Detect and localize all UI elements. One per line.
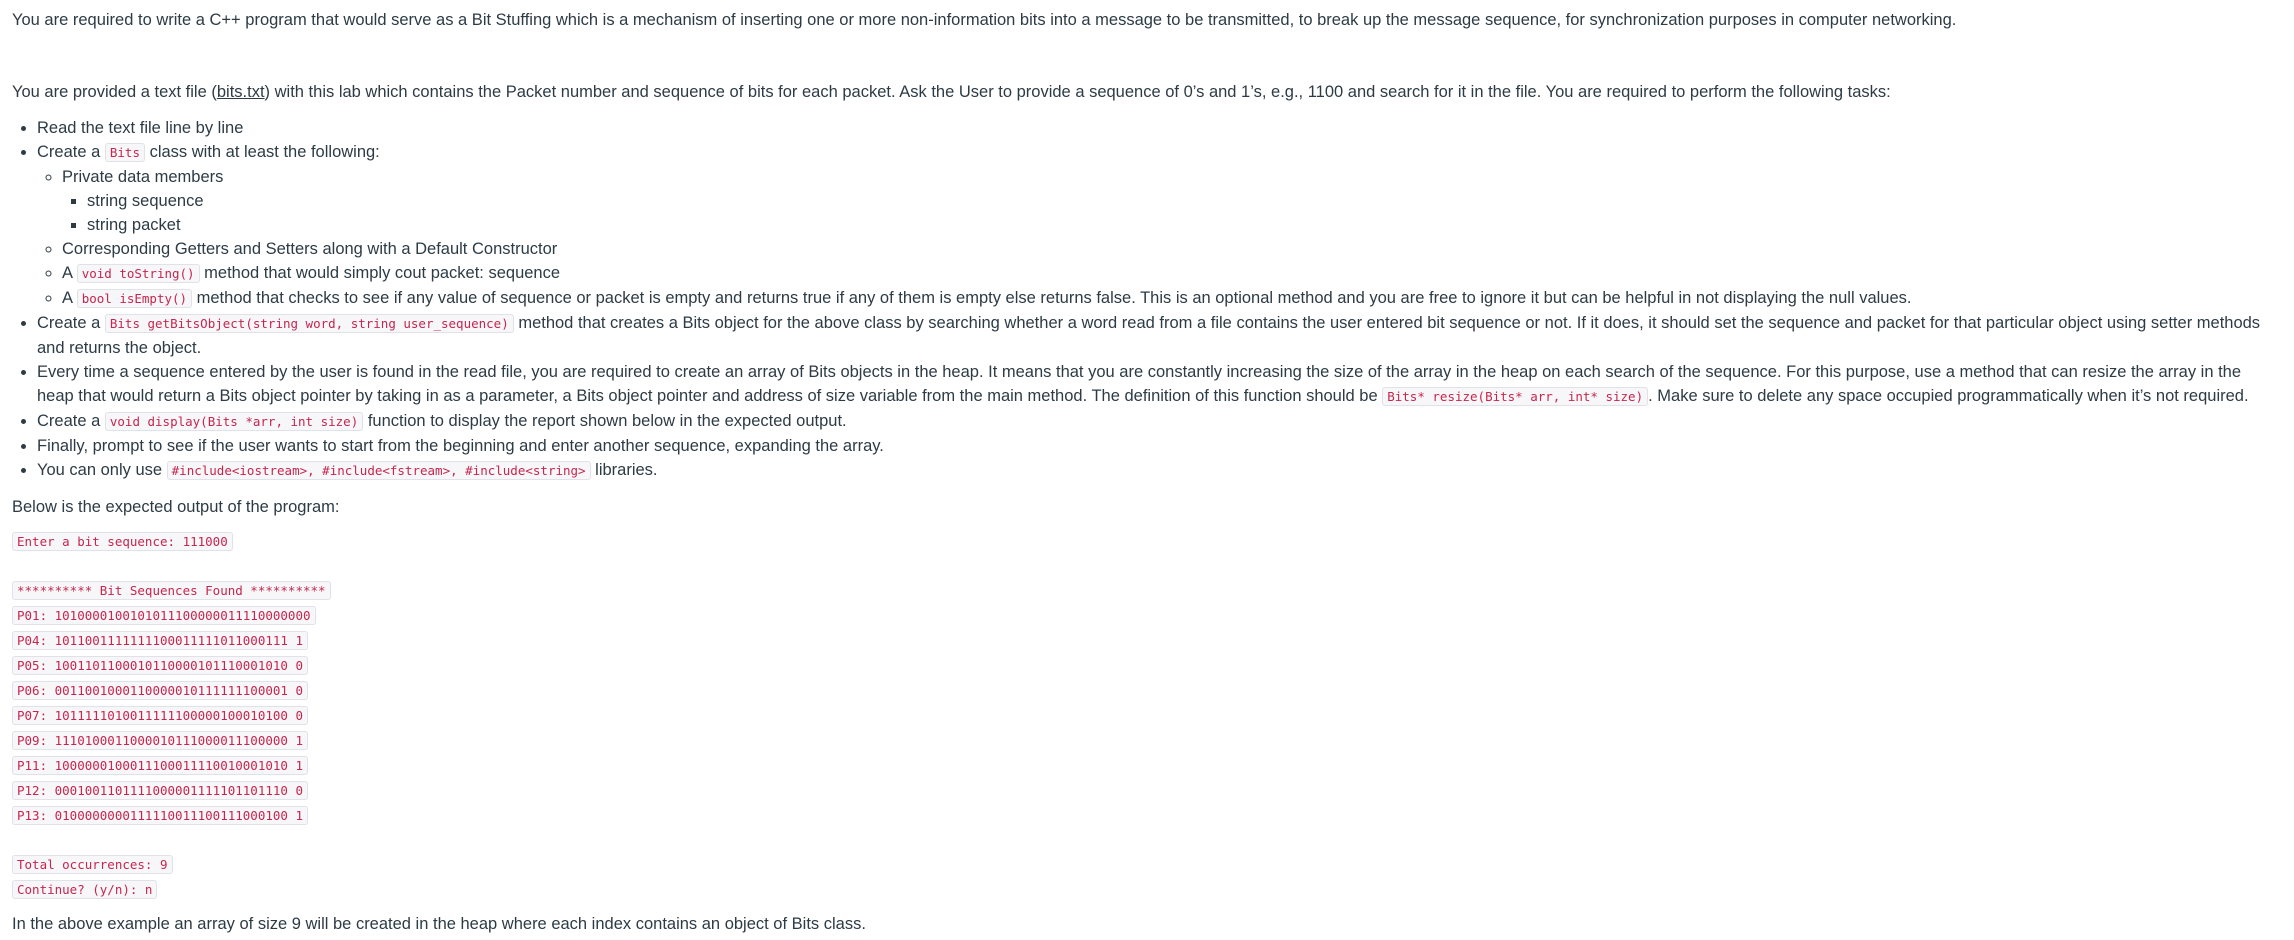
task-text: . Make sure to delete any space occupied programmatically when it’s not required. xyxy=(1648,387,2249,405)
output-line: P12: 0001001101111000001111101101110 0 xyxy=(12,781,308,800)
expected-output-label: Below is the expected output of the program: xyxy=(12,498,340,516)
inline-code: void toString() xyxy=(77,264,200,283)
inline-code: Bits xyxy=(105,143,145,162)
lead-text-after: ) with this lab which contains the Packet number and sequence of bits for each packet. Ask the User to provide a sequence of 0’s and 1’s, e.g., 1100 and search for it in the file. You are required to perform the following tasks: xyxy=(264,83,1891,101)
task-text: function to display the report shown below in the expected output. xyxy=(363,412,847,430)
output-line: P07: 1011111010011111100000100010100 0 xyxy=(12,706,308,725)
inline-code: Bits getBitsObject(string word, string user_sequence) xyxy=(105,314,514,333)
output-continue: Continue? (y/n): n xyxy=(12,880,157,899)
task-text: method that creates a Bits object for the above class by searching whether a word read from a file contains the user entered bit sequence or not. If it does, it should set the sequence and packet for that particular object using setter methods and returns the object. xyxy=(37,314,2261,357)
output-line: P13: 0100000000111110011100111000100 1 xyxy=(12,806,308,825)
output-line: P04: 1011001111111100011111011000111 1 xyxy=(12,631,308,650)
task-list xyxy=(12,116,2282,483)
task-prompt-continue: • Finally, prompt to see if the user wants to start from the beginning and enter another sequence, expanding the array. xyxy=(37,434,2282,458)
task-text: class with at least the following: xyxy=(144,143,380,161)
intro-paragraph: You are required to write a C++ program that would serve as a Bit Stuffing which is a mechanism of inserting one or more non-information bits into a message to be transmitted, to break up the message sequence, for synchronization purposes in computer networking. xyxy=(12,11,1957,29)
output-prompt: Enter a bit sequence: 111000 xyxy=(12,532,233,551)
requirement-private-members xyxy=(62,165,2282,237)
task-text: Create a xyxy=(37,412,105,430)
task-text: Every time a sequence entered by the user is found in the read file, you are required to create an array of Bits objects in the heap. It means that you are constantly increasing the size of the array in the heap on each search of the sequence. For this purpose, use a method that can resize the array in the heap that would return a Bits object pointer by taking in as a parameter, a Bits object pointer and address of size variable from the main method. The definition of this function should be xyxy=(37,363,2242,405)
inline-code: void display(Bits *arr, int size) xyxy=(105,412,363,431)
member-list xyxy=(62,189,2282,237)
requirement-text: A xyxy=(62,264,77,282)
requirement-text: method that would simply cout packet: sequence xyxy=(199,264,561,282)
closing-paragraph: In the above example an array of size 9 will be created in the heap where each index contains an object of Bits class. xyxy=(12,915,866,933)
task-getbitsobject xyxy=(37,311,2282,360)
task-libraries xyxy=(37,458,2282,483)
task-create-class xyxy=(37,140,2282,311)
expected-output xyxy=(12,529,2282,902)
inline-code: bool isEmpty() xyxy=(77,289,192,308)
member-item: ▪ string packet xyxy=(87,213,2282,237)
requirement-text: A xyxy=(62,289,77,307)
inline-code: Bits* resize(Bits* arr, int* size) xyxy=(1382,387,1648,406)
requirement-isempty xyxy=(62,286,2282,311)
requirement-getters-setters: ◦ Corresponding Getters and Setters along with a Default Constructor xyxy=(62,237,2282,261)
inline-code: #include<iostream>, #include<fstream>, #include<string> xyxy=(167,461,591,480)
output-line: P01: 1010000100101011100000011110000000 xyxy=(12,606,316,625)
task-resize xyxy=(37,360,2282,409)
lead-paragraph xyxy=(12,80,2282,104)
requirement-text: method that checks to see if any value of sequence or packet is empty and returns true if any of them is empty else returns false. This is an optional method and you are free to ignore it but can be helpful in not displaying the null values. xyxy=(192,289,1912,307)
output-line: P11: 1000000100011100011110010001010 1 xyxy=(12,756,308,775)
task-read-file: • Read the text file line by line xyxy=(37,116,2282,140)
requirement-tostring xyxy=(62,261,2282,286)
task-text: libraries. xyxy=(590,461,658,479)
task-text: You can only use xyxy=(37,461,167,479)
task-text: Create a xyxy=(37,143,105,161)
task-display xyxy=(37,409,2282,434)
requirement-text: Private data members xyxy=(62,168,224,186)
output-line: P06: 0011001000110000010111111100001 0 xyxy=(12,681,308,700)
output-line: P09: 1110100011000010111000011100000 1 xyxy=(12,731,308,750)
output-total: Total occurrences: 9 xyxy=(12,855,173,874)
member-item: ▪ string sequence xyxy=(87,189,2282,213)
lead-text-before: You are provided a text file ( xyxy=(12,83,217,101)
output-line: P05: 1001101100010110000101110001010 0 xyxy=(12,656,308,675)
bits-file-link[interactable]: bits.txt xyxy=(216,83,265,101)
class-requirements-list xyxy=(37,165,2282,311)
output-header: ********** Bit Sequences Found ********** xyxy=(12,581,331,600)
task-text: Create a xyxy=(37,314,105,332)
